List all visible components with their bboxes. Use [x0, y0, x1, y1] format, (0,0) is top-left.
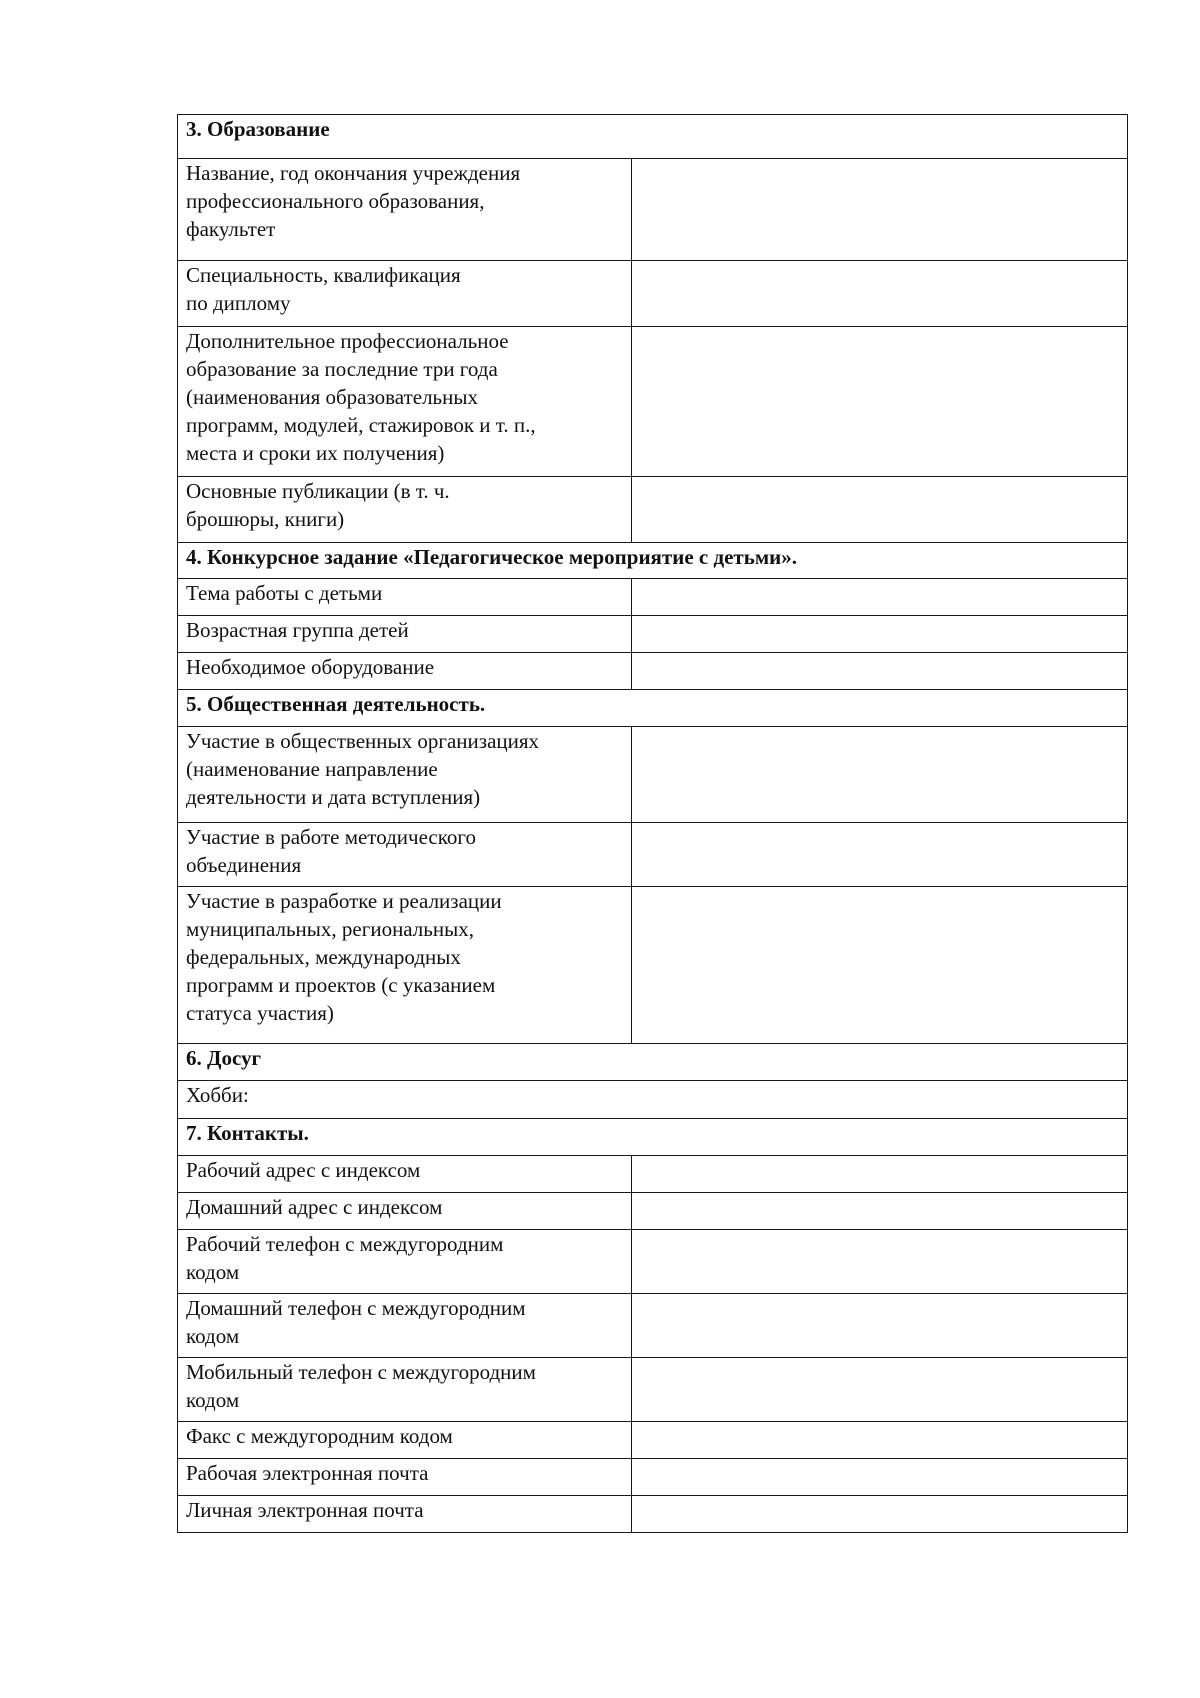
field-value[interactable]: [632, 1294, 1128, 1358]
field-value[interactable]: [632, 1358, 1128, 1422]
field-label: Участие в работе методического объединения: [178, 823, 632, 887]
field-label: Специальность, квалификация по диплому: [178, 261, 632, 327]
field-value[interactable]: [632, 616, 1128, 653]
field-label: Дополнительное профессиональное образование за последние три года (наименования образовательных программ, модулей, стажировок и т. п., места и сроки их получения): [178, 327, 632, 477]
field-value[interactable]: [632, 727, 1128, 823]
field-label: Личная электронная почта: [178, 1496, 632, 1533]
field-value[interactable]: [632, 887, 1128, 1044]
field-label: Участие в разработке и реализации муниципальных, региональных, федеральных, международных программ и проектов (с указанием статуса участия): [178, 887, 632, 1044]
section-header-contest: [178, 543, 1128, 579]
section-header-education: [178, 115, 1128, 159]
table-row: [178, 1193, 1128, 1230]
table-row: [178, 1422, 1128, 1459]
section-title: 5. Общественная деятельность.: [178, 690, 1128, 727]
application-form-table: [177, 114, 1128, 1533]
section-title: 3. Образование: [178, 115, 1128, 159]
field-value[interactable]: [632, 159, 1128, 261]
table-row: [178, 579, 1128, 616]
section-header-leisure: [178, 1044, 1128, 1081]
section-header-public: [178, 690, 1128, 727]
table-row: [178, 327, 1128, 477]
section-title: 6. Досуг: [178, 1044, 1128, 1081]
table-row: [178, 477, 1128, 543]
field-label: Тема работы с детьми: [178, 579, 632, 616]
field-value[interactable]: [632, 823, 1128, 887]
table-row: [178, 616, 1128, 653]
field-label: Рабочая электронная почта: [178, 1459, 632, 1496]
field-value[interactable]: [632, 261, 1128, 327]
table-row: [178, 1459, 1128, 1496]
hobby-field[interactable]: Хобби:: [178, 1081, 1128, 1119]
table-row: [178, 261, 1128, 327]
table-row: [178, 159, 1128, 261]
field-label: Домашний телефон с междугородним кодом: [178, 1294, 632, 1358]
table-row: [178, 727, 1128, 823]
field-label: Рабочий телефон с междугородним кодом: [178, 1230, 632, 1294]
field-label: Возрастная группа детей: [178, 616, 632, 653]
field-value[interactable]: [632, 1459, 1128, 1496]
field-label: Участие в общественных организациях (наименование направление деятельности и дата вступления): [178, 727, 632, 823]
table-row: [178, 1358, 1128, 1422]
table-row: [178, 1156, 1128, 1193]
field-label: Факс с междугородним кодом: [178, 1422, 632, 1459]
table-row: [178, 823, 1128, 887]
section-title: 7. Контакты.: [178, 1119, 1128, 1156]
section-title: 4. Конкурсное задание «Педагогическое мероприятие с детьми».: [178, 543, 1128, 579]
field-value[interactable]: [632, 653, 1128, 690]
field-value[interactable]: [632, 1230, 1128, 1294]
section-header-contacts: [178, 1119, 1128, 1156]
table-row: [178, 653, 1128, 690]
field-value[interactable]: [632, 327, 1128, 477]
field-value[interactable]: [632, 1193, 1128, 1230]
field-value[interactable]: [632, 1156, 1128, 1193]
table-row: [178, 1496, 1128, 1533]
field-label: Название, год окончания учреждения профессионального образования, факультет: [178, 159, 632, 261]
field-label: Мобильный телефон с междугородним кодом: [178, 1358, 632, 1422]
field-value[interactable]: [632, 477, 1128, 543]
field-label: Домашний адрес с индексом: [178, 1193, 632, 1230]
field-label: Основные публикации (в т. ч. брошюры, книги): [178, 477, 632, 543]
field-label: Рабочий адрес с индексом: [178, 1156, 632, 1193]
field-value[interactable]: [632, 1496, 1128, 1533]
table-row-hobby: [178, 1081, 1128, 1119]
table-row: [178, 1294, 1128, 1358]
field-value[interactable]: [632, 579, 1128, 616]
table-row: [178, 887, 1128, 1044]
table-row: [178, 1230, 1128, 1294]
field-value[interactable]: [632, 1422, 1128, 1459]
field-label: Необходимое оборудование: [178, 653, 632, 690]
